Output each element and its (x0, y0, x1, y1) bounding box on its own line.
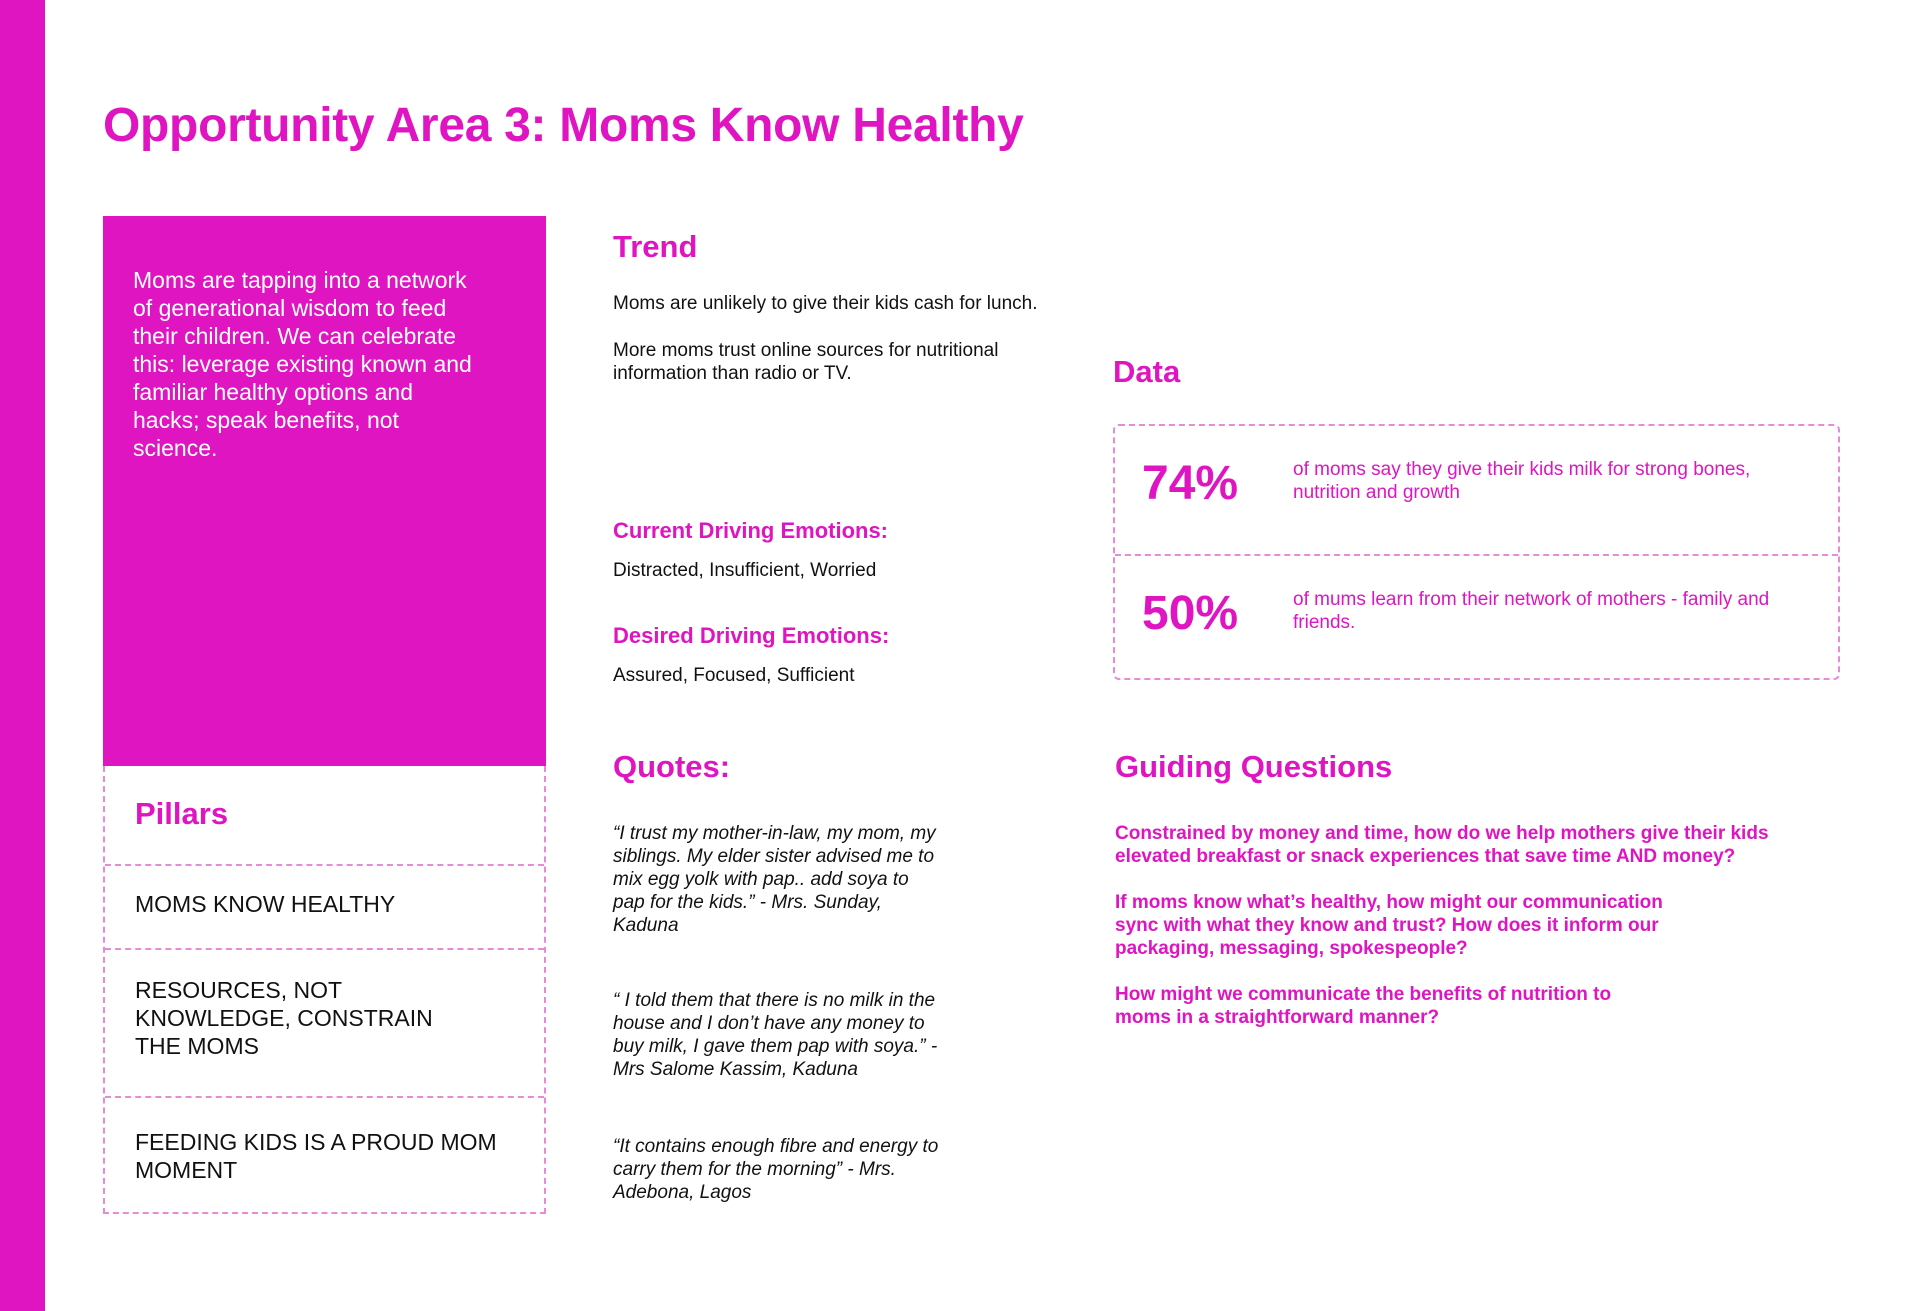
desired-emotions-heading: Desired Driving Emotions: (613, 623, 890, 648)
quote: “It contains enough fibre and energy to carry them for the morning” - Mrs. Adebona, Lagos (613, 1136, 939, 1203)
quote: “I trust my mother-in-law, my mom, my siblings. My elder sister advised me to mix egg yolk with pap.. add soya to pap for the kids.” - Mrs. Sunday, Kaduna (613, 823, 936, 936)
data-stat (1115, 554, 1838, 682)
page-title: Opportunity Area 3: Moms Know Healthy (103, 99, 1024, 152)
stat-value: 74% (1142, 457, 1239, 510)
data-stat (1115, 426, 1838, 552)
pillar-item-label: RESOURCES, NOT KNOWLEDGE, CONSTRAIN THE MOMS (135, 977, 433, 1059)
pillars-heading: Pillars (135, 796, 229, 831)
guiding-question: If moms know what’s healthy, how might our communication sync with what they know and trust? How does it inform our packaging, messaging, spokespeople? (1115, 892, 1663, 959)
trend-item: Moms are unlikely to give their kids cash for lunch. (613, 293, 1038, 314)
stat-description: of moms say they give their kids milk for strong bones, nutrition and growth (1293, 459, 1751, 503)
trend-item: More moms trust online sources for nutritional information than radio or TV. (613, 340, 999, 384)
accent-bar (0, 0, 45, 1311)
quotes-heading: Quotes: (613, 749, 731, 784)
stat-description: of mums learn from their network of mothers - family and friends. (1293, 589, 1770, 633)
guiding-questions-heading: Guiding Questions (1115, 749, 1393, 784)
quote: “ I told them that there is no milk in the house and I don’t have any money to buy milk, I gave them pap with soya.” - Mrs Salome Kassim, Kaduna (613, 990, 938, 1080)
pillar-item-label: MOMS KNOW HEALTHY (135, 891, 396, 917)
current-emotions-value: Distracted, Insufficient, Worried (613, 560, 877, 581)
guiding-question: How might we communicate the benefits of nutrition to moms in a straightforward manner? (1115, 984, 1612, 1028)
pillar-item-label: FEEDING KIDS IS A PROUD MOM MOMENT (135, 1129, 497, 1183)
trend-heading: Trend (613, 229, 698, 264)
pillar-item (105, 1096, 544, 1212)
data-heading: Data (1113, 354, 1181, 389)
current-emotions-heading: Current Driving Emotions: (613, 518, 889, 543)
pillars-panel (103, 766, 546, 1214)
guiding-question: Constrained by money and time, how do we help mothers give their kids elevated breakfast or snack experiences that save time AND money? (1115, 823, 1769, 867)
summary-text: Moms are tapping into a network of generational wisdom to feed their children. We can celebrate this: leverage existing known and familiar healthy options and hacks; speak benefits, not science. (133, 267, 472, 461)
stat-value: 50% (1142, 587, 1239, 640)
desired-emotions-value: Assured, Focused, Sufficient (613, 665, 855, 686)
pillar-item (105, 864, 544, 948)
data-box (1113, 424, 1840, 680)
summary-box (103, 216, 546, 766)
pillar-item (105, 948, 544, 1096)
